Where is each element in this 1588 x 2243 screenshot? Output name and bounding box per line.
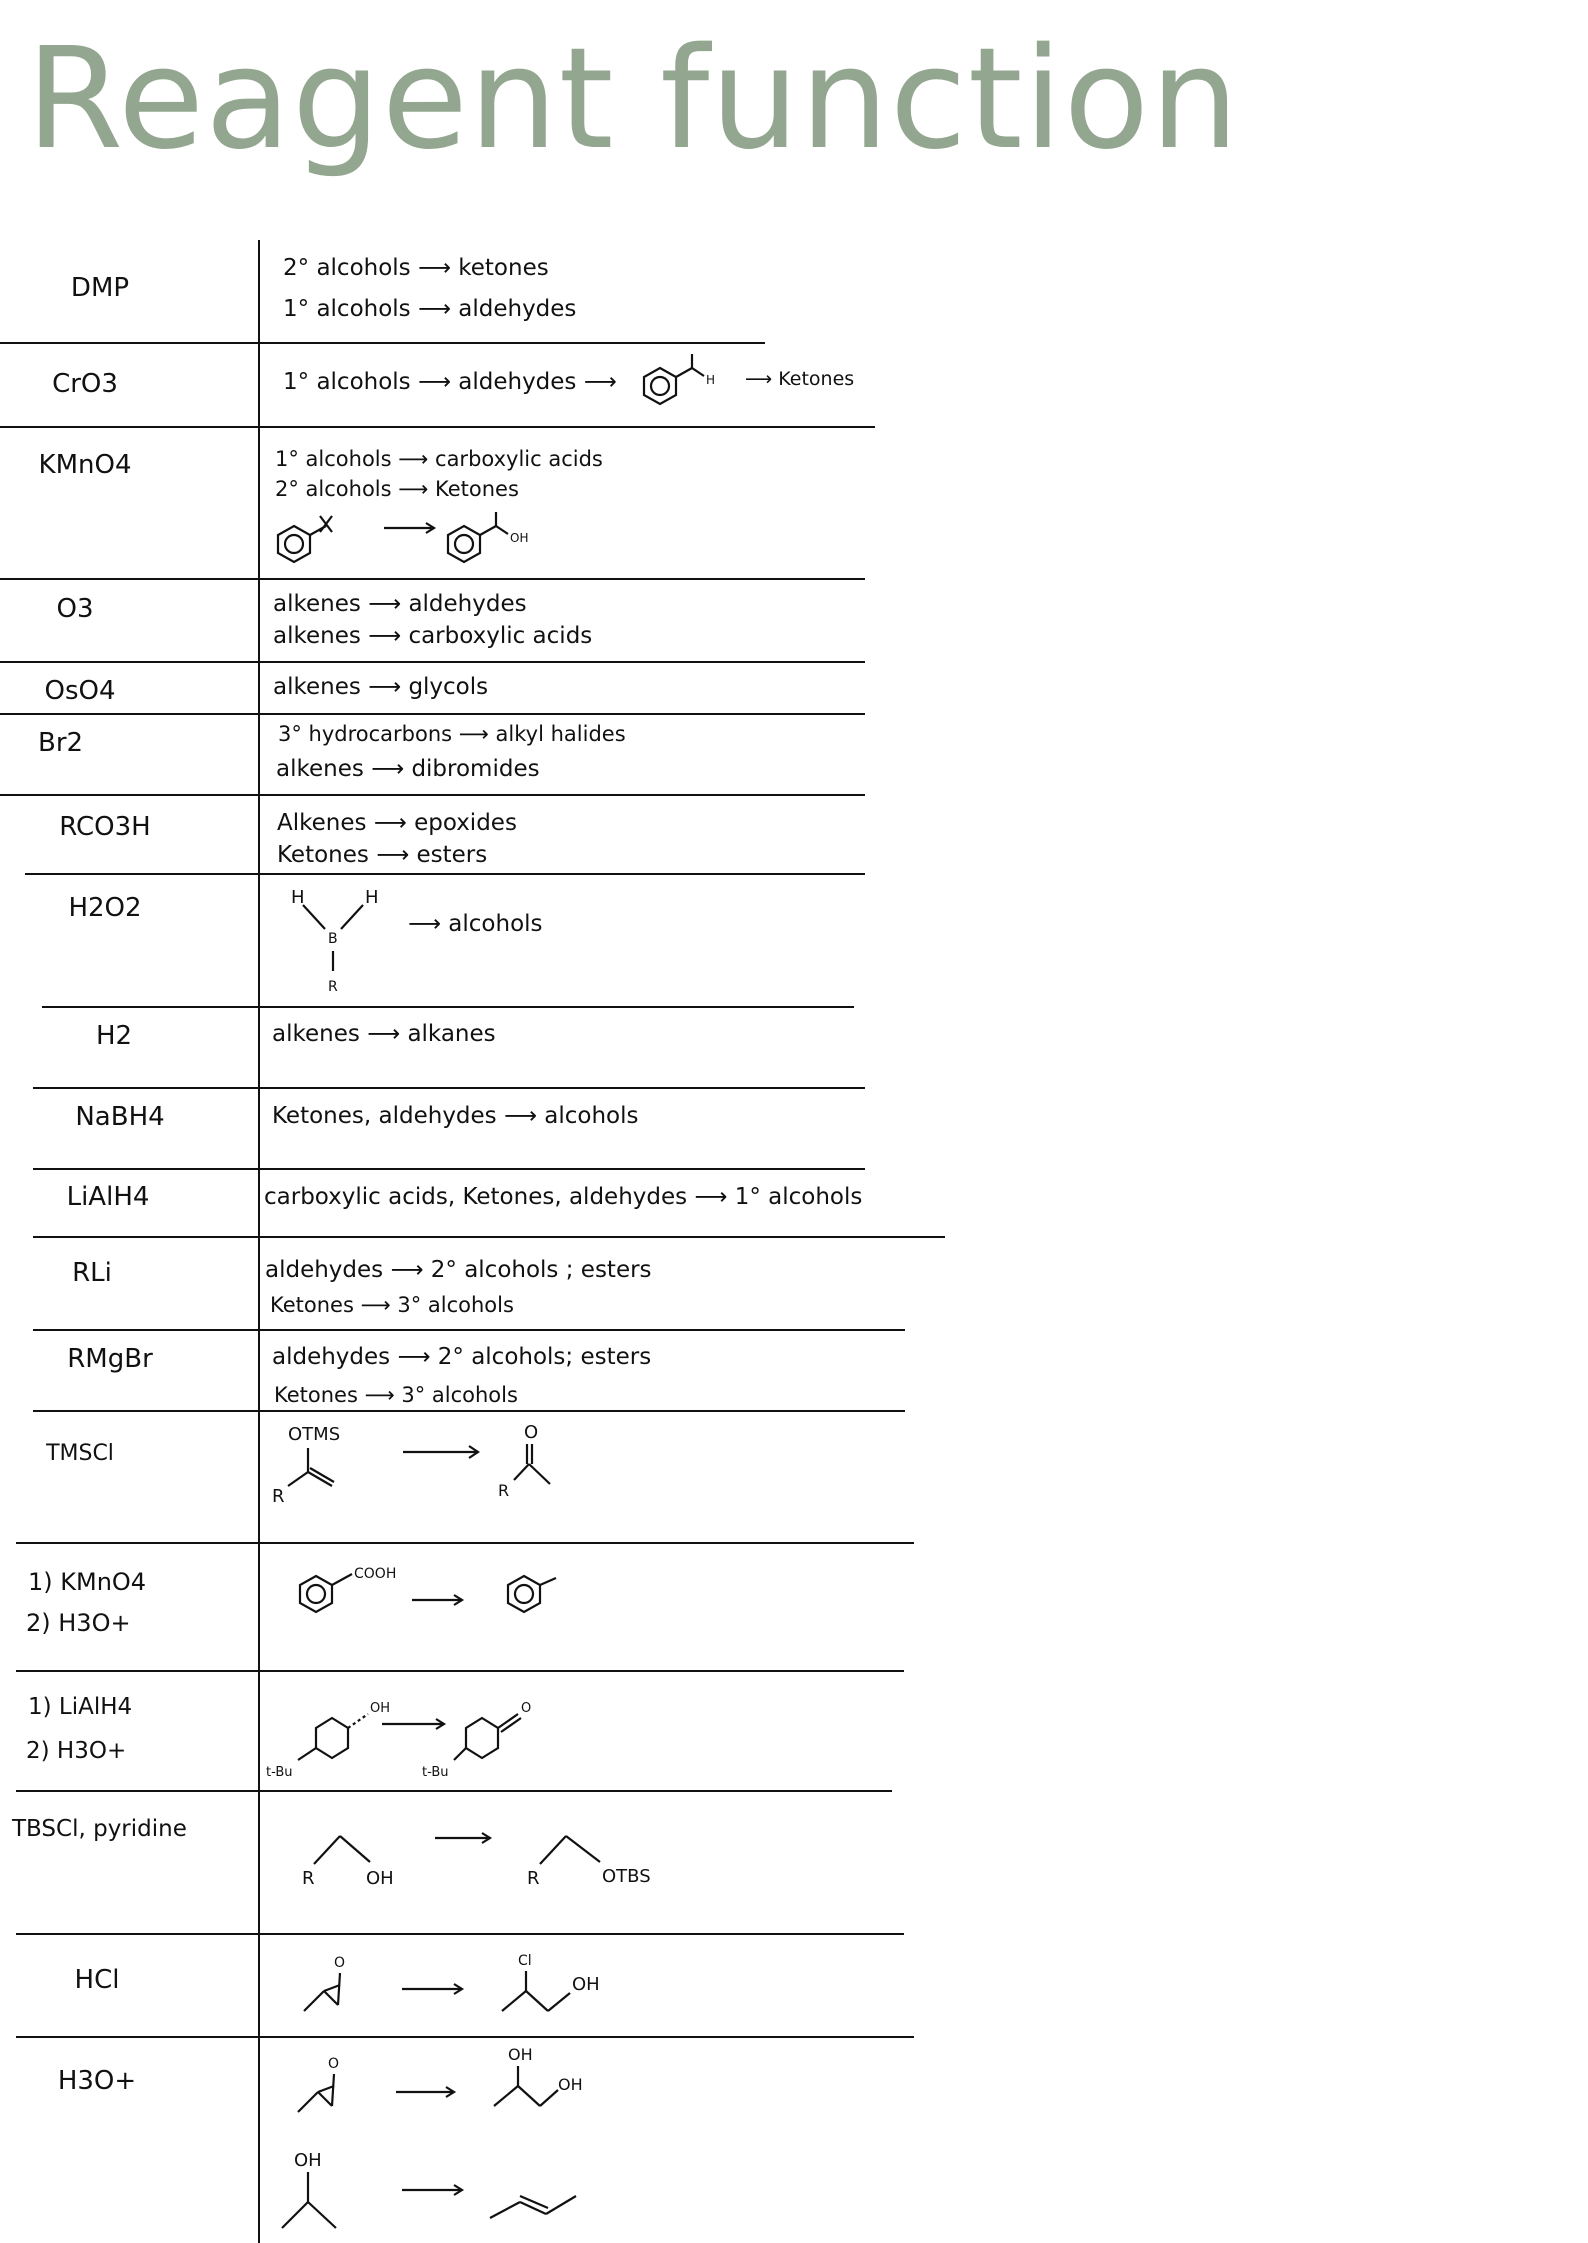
atom-label: COOH: [354, 1566, 397, 1582]
reagent-tbscl-pyridine: TBSCl, pyridine: [12, 1816, 187, 1842]
reagent-hcl: HCl: [74, 1965, 120, 1995]
reagent-tmscl: TMSCl: [46, 1441, 114, 1466]
atom-label: H: [365, 887, 379, 908]
atom-label: O: [521, 1701, 532, 1716]
reagent-kmno4-h3o: 1) KMnO4: [28, 1568, 147, 1596]
atom-label: OTMS: [288, 1424, 341, 1445]
decarboxylation-scheme: [290, 1560, 580, 1630]
atom-label: OH: [366, 1868, 394, 1889]
row-divider: [0, 426, 875, 428]
reagent-h2: H2: [95, 1021, 133, 1051]
reaction-line: alkenes ⟶ aldehydes: [273, 591, 527, 617]
atom-label: O: [524, 1422, 539, 1443]
reaction-line: Ketones ⟶ esters: [277, 842, 488, 868]
reagent-oso4: OsO4: [44, 676, 116, 706]
atom-label: OH: [572, 1974, 600, 1995]
reagent-kmno4: KMnO4: [38, 450, 132, 480]
reagent-nabh4: NaBH4: [75, 1102, 165, 1132]
row-divider: [16, 1670, 904, 1672]
row-divider: [16, 1790, 892, 1792]
row-divider: [0, 342, 765, 344]
reaction-line: aldehydes ⟶ 2° alcohols; esters: [272, 1344, 652, 1370]
atom-label: OTBS: [602, 1866, 651, 1887]
organoborane-structure: [285, 885, 405, 1000]
reagent-kmno4-h3o: 2) H3O+: [26, 1609, 131, 1637]
reaction-line: alkenes ⟶ dibromides: [276, 756, 540, 782]
reagent-lialh4-h3o: 1) LiAlH4: [28, 1694, 133, 1720]
row-divider: [16, 2036, 914, 2038]
atom-label: OH: [370, 1701, 391, 1716]
reaction-line: alkenes ⟶ alkanes: [272, 1021, 496, 1047]
reaction-line: Ketones ⟶ 3° alcohols: [270, 1293, 514, 1317]
atom-label: OH: [558, 2075, 583, 2094]
row-divider: [33, 1087, 865, 1089]
reaction-line: alkenes ⟶ carboxylic acids: [273, 623, 593, 649]
page-title: Reagent function: [26, 18, 1240, 181]
row-divider: [16, 1933, 904, 1935]
column-divider: [258, 240, 260, 2243]
atom-label: OH: [508, 2045, 533, 2064]
reaction-line: ⟶ alcohols: [408, 911, 543, 937]
reagent-h3o: H3O+: [57, 2066, 137, 2096]
atom-label: O: [334, 1955, 346, 1971]
row-divider: [42, 1006, 854, 1008]
atom-label: t-Bu: [266, 1765, 293, 1780]
aldehyde-h-label: H: [706, 373, 716, 387]
acid-epoxide-opening: [286, 2040, 626, 2120]
reagent-rli: RLi: [72, 1258, 112, 1288]
alcohol-dehydration: [276, 2140, 616, 2243]
atom-label: OH: [294, 2150, 322, 2171]
row-divider: [0, 578, 865, 580]
reaction-line: 1° alcohols ⟶ carboxylic acids: [275, 447, 603, 471]
reaction-line: alkenes ⟶ glycols: [273, 674, 489, 700]
reaction-line: 1° alcohols ⟶ aldehydes ⟶: [283, 369, 617, 395]
reaction-line: Alkenes ⟶ epoxides: [277, 810, 517, 836]
reaction-line: aldehydes ⟶ 2° alcohols ; esters: [265, 1257, 652, 1283]
benzylic-oxidation-structure: [272, 512, 562, 572]
reagent-lialh4: LiAlH4: [66, 1182, 150, 1212]
reagent-rco3h: RCO3H: [59, 812, 151, 842]
carboxyl-oh-label: OH: [510, 531, 529, 545]
row-divider: [0, 713, 865, 715]
row-divider: [16, 1542, 914, 1544]
reaction-line: 1° alcohols ⟶ aldehydes: [283, 296, 577, 322]
reagent-cro3: CrO3: [52, 369, 118, 399]
reaction-line: Ketones ⟶ 3° alcohols: [274, 1383, 518, 1407]
atom-label: R: [328, 979, 338, 995]
row-divider: [0, 661, 865, 663]
row-divider: [33, 1329, 905, 1331]
row-divider: [25, 873, 865, 875]
atom-label: B: [328, 931, 338, 947]
silyl-protection-scheme: [290, 1820, 690, 1900]
benzaldehyde-structure: [640, 350, 740, 420]
atom-label: R: [527, 1868, 540, 1889]
row-divider: [0, 794, 865, 796]
atom-label: t-Bu: [422, 1765, 449, 1780]
atom-label: O: [328, 2056, 340, 2072]
reagent-rmgbr: RMgBr: [67, 1344, 153, 1374]
epoxide-opening-hcl: [290, 1945, 630, 2025]
reaction-line: carboxylic acids, Ketones, aldehydes ⟶ 1° alcohols: [264, 1184, 863, 1210]
atom-label: Cl: [518, 1953, 532, 1969]
reagent-dmp: DMP: [70, 273, 130, 303]
reagent-lialh4-h3o: 2) H3O+: [26, 1738, 127, 1764]
reaction-line: 2° alcohols ⟶ ketones: [283, 255, 549, 281]
atom-label: R: [272, 1486, 285, 1507]
atom-label: R: [498, 1481, 510, 1500]
reaction-line: 2° alcohols ⟶ Ketones: [275, 477, 519, 501]
reagent-h2o2: H2O2: [68, 893, 142, 923]
row-divider: [33, 1168, 865, 1170]
reaction-line: ⟶ Ketones: [745, 368, 855, 390]
reagent-o3: O3: [56, 594, 94, 624]
atom-label: H: [291, 887, 305, 908]
reaction-line: 3° hydrocarbons ⟶ alkyl halides: [278, 722, 626, 746]
cyclohexane-oxidation-scheme: [262, 1690, 562, 1780]
reagent-br2: Br2: [38, 728, 84, 758]
row-divider: [33, 1236, 945, 1238]
row-divider: [33, 1410, 905, 1412]
silyl-enol-ether-hydrolysis: [268, 1420, 568, 1530]
reaction-line: Ketones, aldehydes ⟶ alcohols: [272, 1103, 639, 1129]
atom-label: R: [302, 1868, 315, 1889]
